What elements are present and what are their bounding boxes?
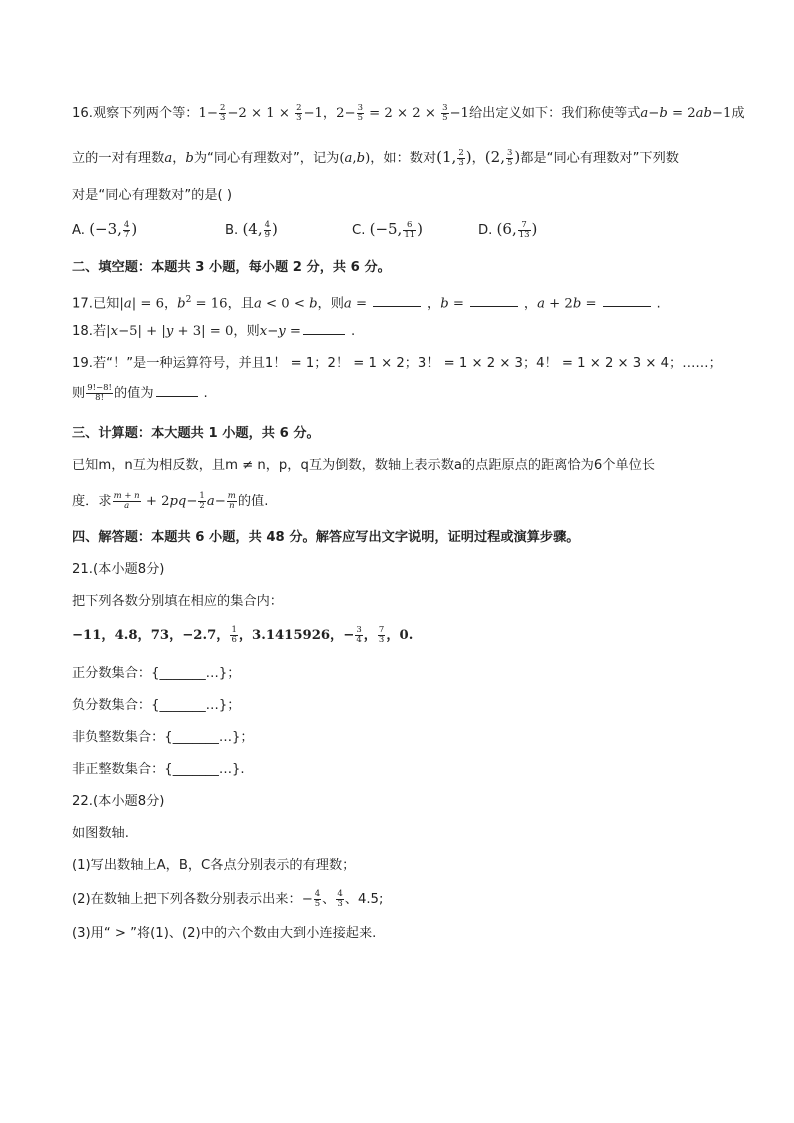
q21-header: 21.(本小题8分) xyxy=(72,562,165,577)
q19-line1: 19.若“！”是一种运算符号，并且1！ = 1；2！ = 1 × 2；3！ = 1 × 2 × 3；4！ = 1 × 2 × 3 × 4；……； xyxy=(72,356,722,371)
q16-line3: 对是“同心有理数对”的是( ) xyxy=(72,188,233,203)
q21-set-positive-fractions[interactable]: 正分数集合：{_______…}； xyxy=(72,666,241,681)
q22-part-1: (1)写出数轴上A，B，C各点分别表示的有理数； xyxy=(72,858,356,873)
q20-line1: 已知m，n互为相反数，且m ≠ n，p，q互为倒数，数轴上表示数a的点距原点的距离恰为6个单位长 xyxy=(72,458,655,473)
section-4-heading: 四、解答题：本题共 6 小题，共 48 分。解答应写出文字说明，证明过程或演算步骤。 xyxy=(72,530,580,545)
q21-set-negative-fractions[interactable]: 负分数集合：{_______…}； xyxy=(72,698,241,713)
q17-blank-b[interactable] xyxy=(470,294,518,307)
q16-choice-c[interactable]: C. (−5, $\frac{6}{11}$ ) xyxy=(352,219,424,240)
q19-blank[interactable] xyxy=(156,384,198,397)
q16-choice-a[interactable]: A. (−3, $\frac{4}{7}$ ) xyxy=(72,219,138,240)
q18-blank[interactable] xyxy=(303,322,345,335)
q21-prompt: 把下列各数分别填在相应的集合内： xyxy=(72,594,283,609)
q17-blank-sum[interactable] xyxy=(603,294,651,307)
q17-blank-a[interactable] xyxy=(373,294,421,307)
q21-numbers: −11，4.8，73，−2.7， $\frac{1}{6}$ ，3.1415926，− $\frac{3}{4}$ ， $\frac{7}{3}$ ，0. xyxy=(72,625,414,645)
q16-choice-d[interactable]: D. (6, $\frac{7}{13}$ ) xyxy=(478,219,538,240)
q16-choice-b[interactable]: B. (4, $\frac{4}{9}$ ) xyxy=(225,219,278,240)
q21-set-nonnegative-integers[interactable]: 非负整数集合：{_______…}； xyxy=(72,730,254,745)
section-3-heading: 三、计算题：本大题共 1 小题，共 6 分。 xyxy=(72,426,320,441)
q22-part-2: (2)在数轴上把下列各数分别表示出来：− $\frac{4}{5}$ 、 $\frac{4}{3}$ 、4.5; xyxy=(72,889,384,909)
q20-line2: 度．求 $\frac{m + n}{a}$ + 2pq− $\frac{1}{2}$ a− $\frac{m}{n}$ 的值. xyxy=(72,491,269,511)
q17: 17.已知|a| = 6，$b^2 = 16$，且a < 0 < b，则a = ，b = ，a + 2b = . xyxy=(72,295,661,312)
q16-line1: 16.观察下列两个等：1− $\frac{2}{3}$ −2 × 1 × $\frac{2}{3}$ −1，2− $\frac{3}{5}$ = 2 × 2 × $\frac{3}{5}$ −1给出定义如下：我们称使等式a−b = 2ab−1成 xyxy=(72,103,745,123)
q19-line2: 则 $\frac{9!-8!}{8!}$ 的值为 . xyxy=(72,383,208,403)
section-2-heading: 二、填空题：本题共 3 小题，每小题 2 分，共 6 分。 xyxy=(72,260,391,275)
q21-set-nonpositive-integers[interactable]: 非正整数集合：{_______…}. xyxy=(72,762,245,777)
q22-intro: 如图数轴. xyxy=(72,826,129,841)
q16-line2: 立的一对有理数a，b为“同心有理数对”，记为(a,b)，如：数对(1, $\frac{2}{3}$ )，(2, $\frac{3}{5}$ )都是“同心有理数对”下列数 xyxy=(72,147,679,168)
q18: 18.若|x−5| + |y + 3| = 0，则x−y = . xyxy=(72,324,356,339)
q22-header: 22.(本小题8分) xyxy=(72,794,165,809)
q22-part-3: (3)用“ > ”将(1)、(2)中的六个数由大到小连接起来. xyxy=(72,926,377,941)
